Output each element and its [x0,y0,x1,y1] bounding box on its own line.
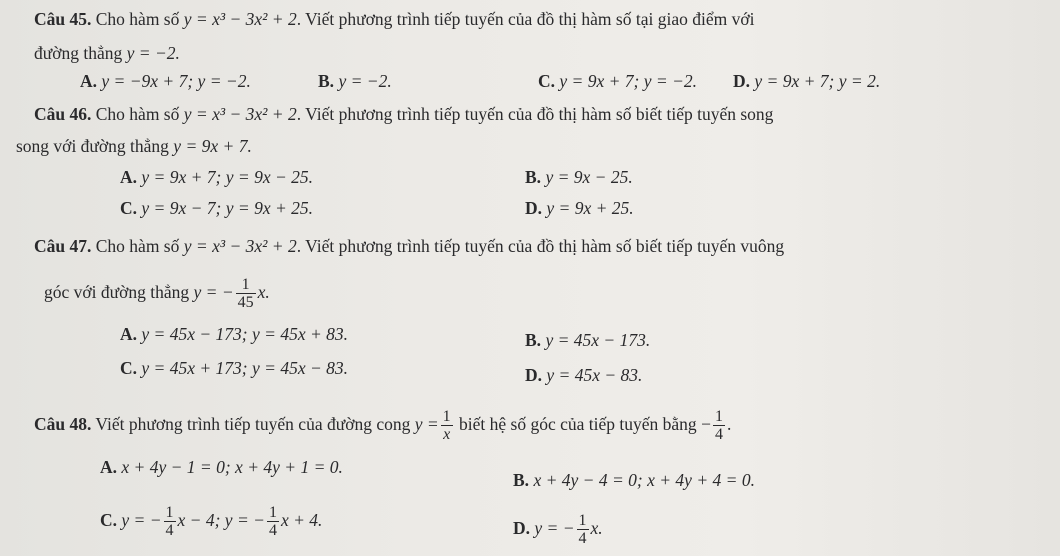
q47-option-b [525,329,650,351]
q48-option-a-value: x + 4y − 1 = 0; x + 4y + 1 = 0. [121,457,343,477]
q46-option-a [120,166,313,188]
q45-option-c-label: C. [538,71,556,91]
q47-option-a [120,323,348,345]
q48-text1: Viết phương trình tiếp tuyến của đường cong [91,414,415,434]
q47-option-d-label: D. [525,365,543,385]
q48-option-a [100,456,343,478]
q48-slope-denominator: 4 [714,426,723,444]
q48-option-c-fraction-1 [164,504,176,539]
q46-stem-line2 [16,135,252,157]
q48-slope-fraction [713,408,725,443]
q47-option-a-label: A. [120,324,138,344]
q48-option-b-value: x + 4y − 4 = 0; x + 4y + 4 = 0. [533,470,755,490]
q46-label: Câu 46. [34,104,92,124]
q48-option-a-label: A. [100,457,118,477]
q45-line: y = −2. [126,43,180,63]
q45-text3: đường thẳng [34,43,127,63]
q46-function: y = x³ − 3x² + 2 [183,104,297,124]
q46-option-c-label: C. [120,198,138,218]
q48-option-c-middle: x − 4; y = − [177,510,265,530]
q48-curve-prefix: y = [414,414,439,434]
q47-stem-line1 [34,235,784,257]
q48-option-c [100,500,322,540]
q45-text2: . Viết phương trình tiếp tuyến của đồ thị hàm số tại giao điểm với [296,9,755,29]
q46-option-d-value: y = 9x + 25. [546,198,634,218]
q47-line-numerator: 1 [241,276,250,294]
q47-option-c-value: y = 45x + 173; y = 45x − 83. [141,358,349,378]
q45-option-b-label: B. [318,71,335,91]
q48-option-d-numerator: 1 [578,512,587,530]
q48-option-c-numerator-2: 1 [268,504,277,522]
q47-option-b-label: B. [525,330,542,350]
q45-option-a-value: y = −9x + 7; y = −2. [101,71,251,91]
q48-option-c-fraction-2 [267,504,279,539]
q47-option-d [525,364,642,386]
q46-option-c-value: y = 9x − 7; y = 9x + 25. [141,198,314,218]
q48-option-b [513,469,755,491]
q45-option-a-label: A. [80,71,98,91]
q47-option-c-label: C. [120,358,138,378]
q47-option-a-value: y = 45x − 173; y = 45x + 83. [141,324,349,344]
q47-line-prefix: y = − [193,282,234,302]
q48-option-d [513,508,603,548]
q47-option-d-value: y = 45x − 83. [546,365,643,385]
q48-slope-suffix: . [726,414,732,434]
q48-stem [34,404,731,444]
q47-function: y = x³ − 3x² + 2 [183,236,297,256]
q46-option-b [525,166,633,188]
q46-option-b-label: B. [525,167,542,187]
q47-text1: Cho hàm số [91,236,184,256]
q45-stem-line1 [34,8,754,30]
q45-function: y = x³ − 3x² + 2 [183,9,297,29]
q48-curve-denominator: x [441,425,453,443]
q45-option-c-value: y = 9x + 7; y = −2. [559,71,698,91]
q46-text1: Cho hàm số [91,104,184,124]
q48-slope-numerator: 1 [714,408,723,426]
q46-option-c [120,197,313,219]
q48-option-c-label: C. [100,510,118,530]
q45-option-b [318,70,392,92]
q45-option-d [733,70,880,92]
q48-slope-prefix: − [701,414,711,434]
q45-text1: Cho hàm số [91,9,184,29]
q48-option-c-prefix: y = − [121,510,162,530]
q47-text3: góc với đường thẳng [44,282,194,302]
q46-option-d-label: D. [525,198,543,218]
q47-stem-line2 [44,272,270,312]
q46-stem-line1 [34,103,773,125]
q45-stem-line2 [34,42,180,64]
q48-text2: biết hệ số góc của tiếp tuyến bằng [454,414,702,434]
q48-option-d-suffix: x. [590,518,603,538]
q45-option-b-value: y = −2. [338,71,392,91]
q48-option-d-prefix: y = − [534,518,575,538]
q48-curve-fraction [441,408,453,443]
q46-line: y = 9x + 7. [173,136,252,156]
q48-option-d-label: D. [513,518,531,538]
q46-option-a-value: y = 9x + 7; y = 9x − 25. [141,167,314,187]
q47-label: Câu 47. [34,236,92,256]
q46-text3: song với đường thẳng [16,136,174,156]
q48-option-c-denominator-2: 4 [268,522,277,540]
q45-label: Câu 45. [34,9,92,29]
q48-option-d-fraction [577,512,589,547]
q47-option-c [120,357,348,379]
q46-option-a-label: A. [120,167,138,187]
q47-option-b-value: y = 45x − 173. [545,330,651,350]
q45-option-d-value: y = 9x + 7; y = 2. [754,71,881,91]
q47-line-denominator: 45 [237,294,254,312]
q48-curve-numerator: 1 [442,408,451,426]
q48-option-c-denominator-1: 4 [165,522,174,540]
q45-option-a [80,70,251,92]
q47-line-fraction [236,276,256,311]
q46-option-d [525,197,634,219]
q48-option-b-label: B. [513,470,530,490]
q48-option-c-suffix: x + 4. [280,510,323,530]
q45-option-d-label: D. [733,71,751,91]
q47-text2: . Viết phương trình tiếp tuyến của đồ thị hàm số biết tiếp tuyến vuông [296,236,785,256]
q45-option-c [538,70,697,92]
q47-line-suffix: x. [257,282,270,302]
q46-option-b-value: y = 9x − 25. [545,167,633,187]
q46-text2: . Viết phương trình tiếp tuyến của đồ thị hàm số biết tiếp tuyến song [296,104,774,124]
q48-label: Câu 48. [34,414,92,434]
q48-option-d-denominator: 4 [578,530,587,548]
q48-option-c-numerator-1: 1 [165,504,174,522]
